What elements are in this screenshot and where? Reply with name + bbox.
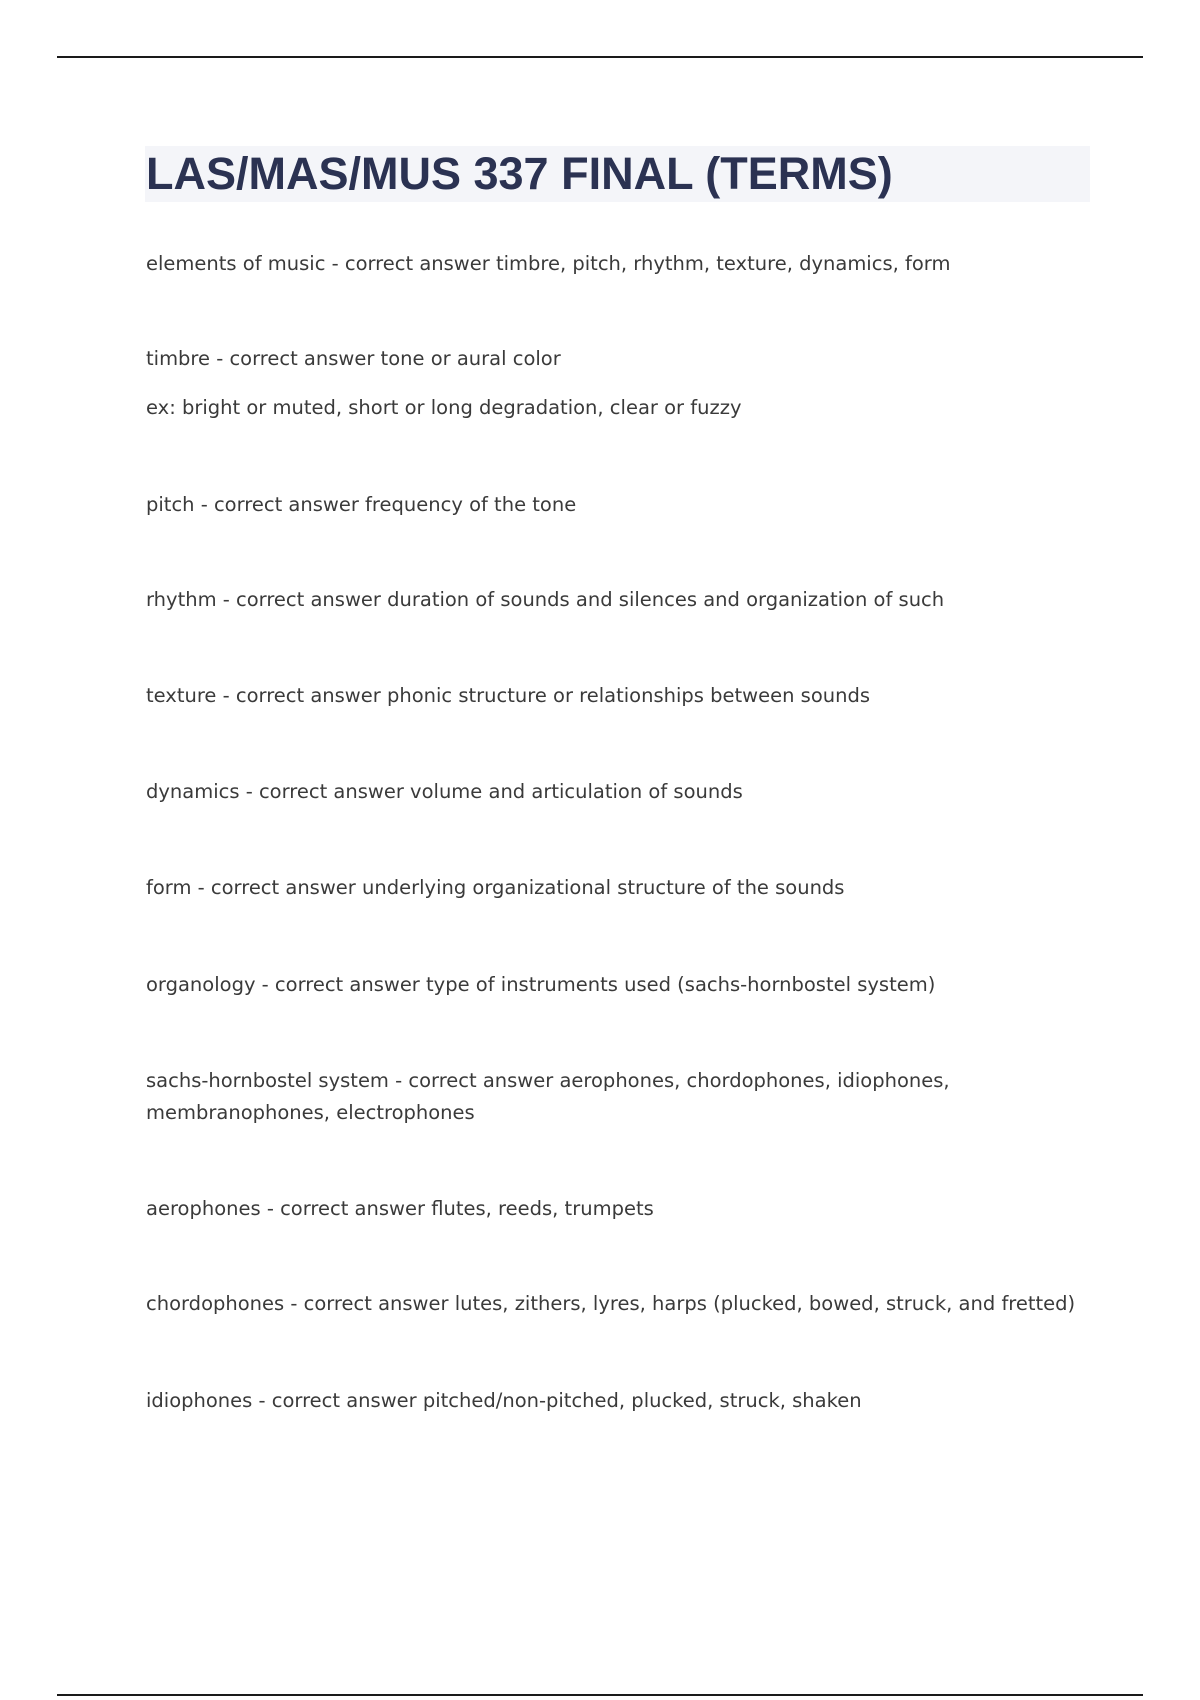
entry-line: chordophones - correct answer lutes, zithers, lyres, harps (plucked, bowed, struck, and fretted) — [146, 1292, 1076, 1315]
top-rule — [57, 56, 1143, 58]
entry-line: sachs-hornbostel system - correct answer aerophones, chordophones, idiophones, — [146, 1069, 950, 1092]
term-entry-timbre-example — [146, 392, 1096, 424]
entry-line: idiophones - correct answer pitched/non-pitched, plucked, struck, shaken — [146, 1389, 862, 1412]
bottom-rule — [57, 1694, 1143, 1696]
term-entry-texture — [146, 680, 1096, 712]
entry-line: organology - correct answer type of instruments used (sachs-hornbostel system) — [146, 973, 936, 996]
term-entry-form — [146, 872, 1096, 904]
entry-line: dynamics - correct answer volume and articulation of sounds — [146, 780, 743, 803]
term-entry-pitch — [146, 489, 1096, 521]
page-title: LAS/MAS/MUS 337 FINAL (TERMS) — [146, 148, 893, 199]
entry-line: pitch - correct answer frequency of the tone — [146, 493, 577, 516]
term-entry-sachs-hornbostel-system — [146, 1065, 1096, 1129]
entry-line: texture - correct answer phonic structure or relationships between sounds — [146, 684, 871, 707]
term-entry-idiophones — [146, 1385, 1096, 1417]
term-entry-chordophones — [146, 1288, 1096, 1320]
term-entry-elements-of-music — [146, 248, 1096, 280]
entry-line: ex: bright or muted, short or long degradation, clear or fuzzy — [146, 396, 742, 419]
entry-line: elements of music - correct answer timbre, pitch, rhythm, texture, dynamics, form — [146, 252, 951, 275]
entry-line: membranophones, electrophones — [146, 1101, 475, 1124]
term-entry-dynamics — [146, 776, 1096, 808]
entry-line: form - correct answer underlying organizational structure of the sounds — [146, 876, 845, 899]
entry-line: aerophones - correct answer flutes, reeds, trumpets — [146, 1197, 654, 1220]
entry-line: rhythm - correct answer duration of sounds and silences and organization of such — [146, 588, 945, 611]
term-entry-organology — [146, 969, 1096, 1001]
entry-line: timbre - correct answer tone or aural color — [146, 347, 561, 370]
term-entry-aerophones — [146, 1193, 1096, 1225]
term-entry-rhythm — [146, 584, 1096, 616]
term-entry-timbre — [146, 343, 1096, 375]
